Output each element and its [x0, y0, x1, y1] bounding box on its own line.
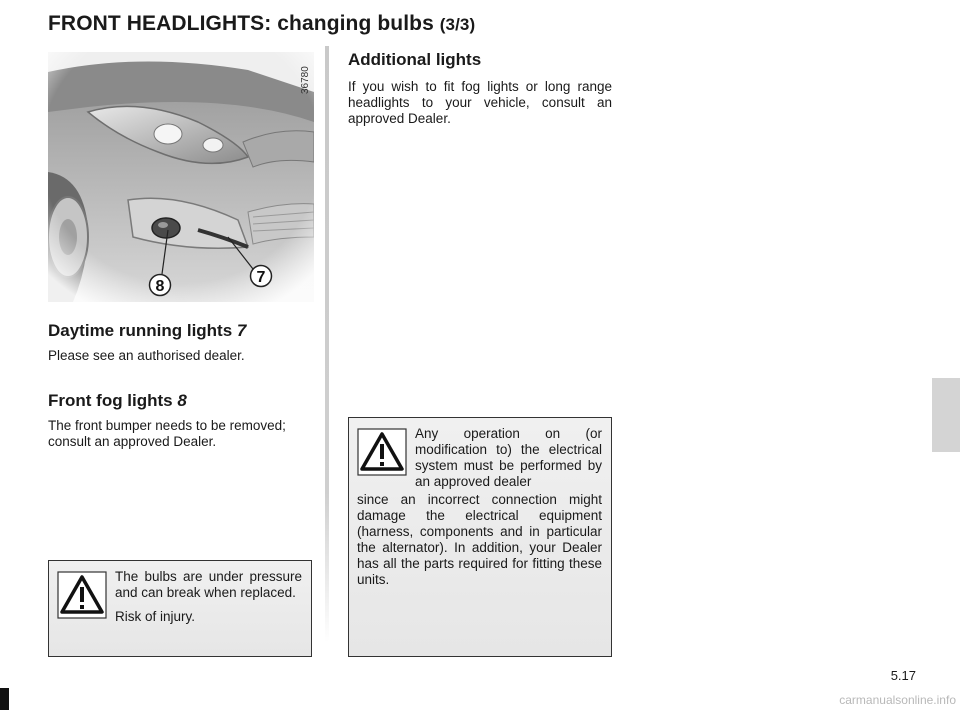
title-part: (3/3) [439, 15, 476, 34]
electrical-warning-box [348, 417, 612, 657]
daytime-running-heading: Daytime running lights 7 [48, 321, 247, 340]
image-code: 36780 [300, 66, 311, 94]
additional-lights-text: If you wish to fit fog lights or long range headlights to your vehicle, consult an approved Dealer. [348, 79, 612, 126]
bulb-warning-box [48, 560, 312, 657]
electrical-warning-text-full: since an incorrect connection might damage the electrical equipment (harness, components and in particular the alternator). In addition, your Dealer has all the parts required for fitting these units. [357, 492, 602, 587]
callout-7-label: 7 [256, 269, 266, 286]
title-main: FRONT HEADLIGHTS: changing bulbs [48, 12, 434, 35]
car-front-illustration [48, 52, 314, 302]
bulb-warning-text [115, 569, 302, 625]
page-title [48, 12, 475, 36]
corner-mark [0, 688, 9, 710]
electrical-warning-text-beside: Any operation on (or modification to) the electrical system must be performed by an approved dealer [415, 426, 602, 489]
callout-8-label: 8 [155, 278, 165, 295]
column-divider [325, 46, 329, 642]
warning-triangle-icon [57, 571, 107, 619]
bulb-warning-text1: The bulbs are under pressure and can break when replaced. [115, 569, 302, 600]
bulb-warning-text2: Risk of injury. [115, 609, 196, 624]
chapter-tab [932, 378, 960, 452]
fog-lights-ref: 8 [177, 391, 187, 410]
additional-lights-heading: Additional lights [348, 50, 482, 69]
daytime-running-text: Please see an authorised dealer. [48, 348, 245, 363]
fog-lights-text-line1: The front bumper needs to be removed; [48, 418, 286, 433]
headlight-photo [48, 52, 314, 302]
fog-lights-text-line2: consult an approved Dealer. [48, 434, 217, 449]
page-number: 5.17 [890, 668, 916, 683]
daytime-running-ref: 7 [236, 321, 247, 340]
warning-triangle-icon [357, 428, 407, 476]
watermark: carmanualsonline.info [839, 693, 956, 707]
fog-lights-heading: Front fog lights 8 [48, 391, 187, 410]
